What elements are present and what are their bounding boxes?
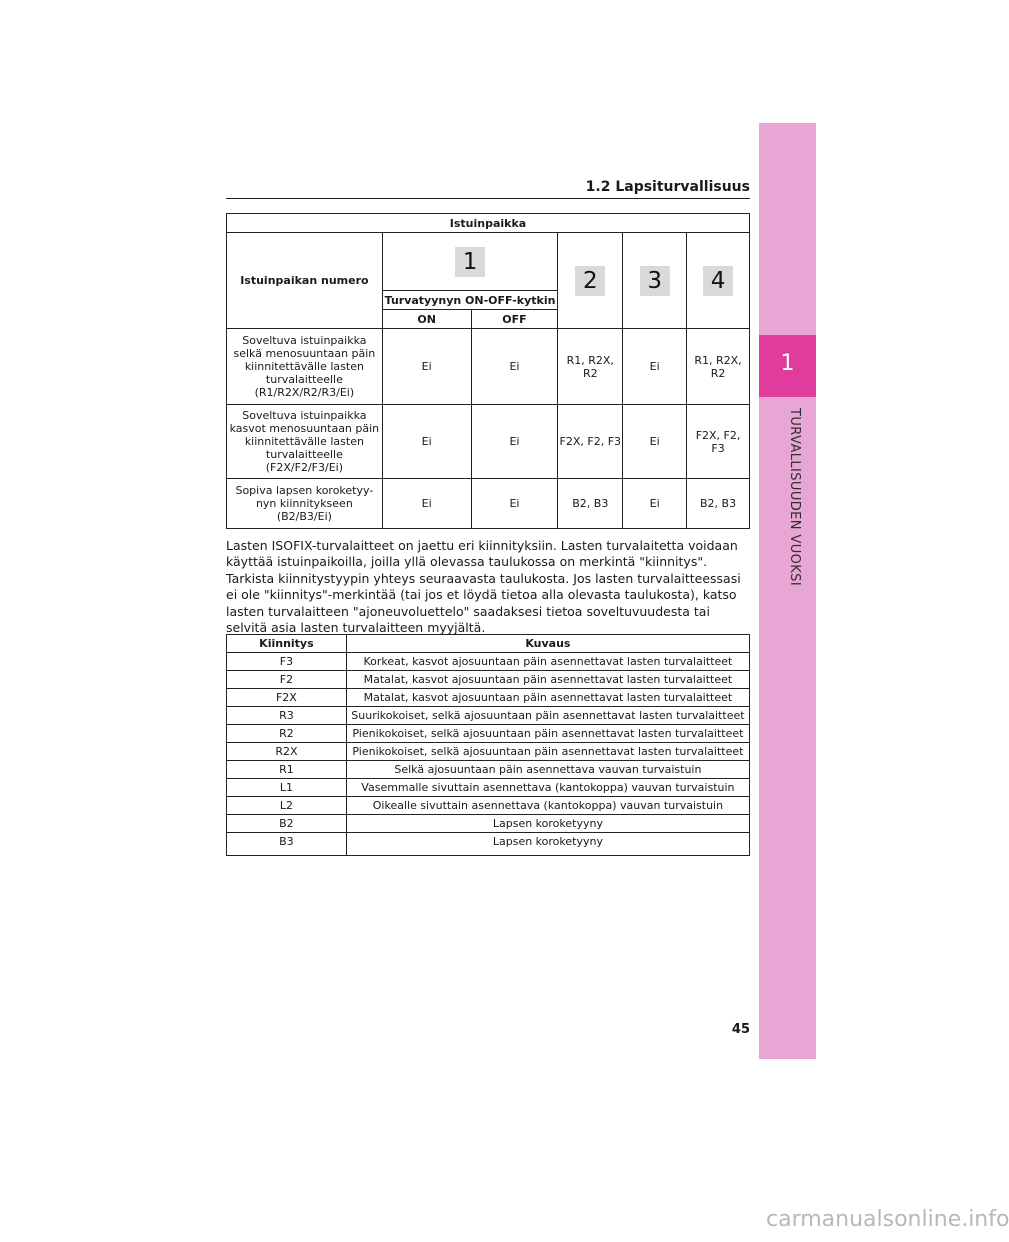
table-row xyxy=(227,405,750,479)
isofix-paragraph: Lasten ISOFIX-turvalaitteet on jaettu eri kiinnityksiin. Lasten turvalaitetta voidaan käyttää istuinpaikoilla, joilla yllä olevassa taulukossa on merkintä "kiinnitys". Tarkista kiinnitystyypin yhteys seuraavasta taulukosta. Jos lasten turvalaitteessasi ei ole "kiinnitys"-merkintää (tai jos et löydä tietoa alla olevasta taulukosta), katso lasten turvalaitteen "ajoneuvoluettelo" saadaksesi tietoa soveltuvuudesta tai selvitä asia lasten turvalaitteen myyjältä. xyxy=(226,538,741,636)
fixture-description: Lapsen koroketyyny xyxy=(346,815,749,833)
fixture-code: L1 xyxy=(227,779,347,797)
row-label: Sopiva lapsen koroketyy-nyn kiinnitykseen (B2/B3/Ei) xyxy=(227,479,383,529)
table-row xyxy=(227,833,750,856)
chapter-title: TURVALLISUUDEN VUOKSI xyxy=(787,408,802,587)
table-cell: Ei xyxy=(623,479,687,529)
fixture-code: B2 xyxy=(227,815,347,833)
fixture-code: R1 xyxy=(227,761,347,779)
table-cell: Ei xyxy=(382,329,471,405)
chapter-number: 1 xyxy=(780,351,795,376)
fixture-description: Suurikokoiset, selkä ajosuuntaan päin asennettavat lasten turvalaitteet xyxy=(346,707,749,725)
table-row xyxy=(227,329,750,405)
fixture-header: Kiinnitys xyxy=(227,635,347,653)
fixture-code: L2 xyxy=(227,797,347,815)
fixture-code: F2 xyxy=(227,671,347,689)
table-cell: Ei xyxy=(382,479,471,529)
fixture-description: Oikealle sivuttain asennettava (kantokoppa) vauvan turvaistuin xyxy=(346,797,749,815)
fixture-code: R2 xyxy=(227,725,347,743)
seat-number-1: 1 xyxy=(462,248,478,275)
table-row xyxy=(227,815,750,833)
seat-number-2: 2 xyxy=(582,267,598,294)
seat-number-4-icon xyxy=(703,266,733,296)
page-number: 45 xyxy=(731,1022,750,1037)
table-cell: Ei xyxy=(623,405,687,479)
row-label: Soveltuva istuinpaikka kasvot menosuuntaan päin kiinnitettävälle lasten turvalaitteelle (F2X/F2/F3/Ei) xyxy=(227,405,383,479)
table-cell: R1, R2X, R2 xyxy=(558,329,623,405)
fixture-description: Pienikokoiset, selkä ajosuuntaan päin asennettavat lasten turvalaitteet xyxy=(346,725,749,743)
table-cell: R1, R2X, R2 xyxy=(687,329,750,405)
seat-number-4: 4 xyxy=(710,267,726,294)
seat-number-3: 3 xyxy=(647,267,662,294)
table-row xyxy=(227,707,750,725)
fixture-description: Selkä ajosuuntaan päin asennettava vauvan turvaistuin xyxy=(346,761,749,779)
table-cell: B2, B3 xyxy=(558,479,623,529)
fixture-code: F3 xyxy=(227,653,347,671)
fixture-code: R2X xyxy=(227,743,347,761)
row-label: Soveltuva istuinpaikka selkä menosuuntaan päin kiinnitettävälle lasten turvalaitteelle (R1/R2X/R2/R3/Ei) xyxy=(227,329,383,405)
table-cell: F2X, F2, F3 xyxy=(687,405,750,479)
table-row xyxy=(227,671,750,689)
chapter-sidebar xyxy=(759,123,816,1059)
table-row xyxy=(227,761,750,779)
fixture-code: F2X xyxy=(227,689,347,707)
seat-number-label: Istuinpaikan numero xyxy=(227,233,383,329)
fixture-code: R3 xyxy=(227,707,347,725)
watermark: carmanualsonline.info xyxy=(766,1207,1009,1232)
fixture-description: Vasemmalle sivuttain asennettava (kantokoppa) vauvan turvaistuin xyxy=(346,779,749,797)
fixture-description: Matalat, kasvot ajosuuntaan päin asennettavat lasten turvalaitteet xyxy=(346,689,749,707)
table-row xyxy=(227,479,750,529)
table-cell: Ei xyxy=(471,329,558,405)
seat-table-title: Istuinpaikka xyxy=(227,214,750,233)
table-row xyxy=(227,689,750,707)
fixture-code: B3 xyxy=(227,833,347,856)
airbag-switch-label: Turvatyynyn ON-OFF-kytkin xyxy=(382,291,558,310)
table-cell: Ei xyxy=(471,405,558,479)
table-cell: Ei xyxy=(623,329,687,405)
chapter-tab[interactable] xyxy=(759,335,816,397)
seat-number-1-icon xyxy=(455,247,485,277)
table-row xyxy=(227,725,750,743)
table-cell: B2, B3 xyxy=(687,479,750,529)
table-row xyxy=(227,653,750,671)
table-row xyxy=(227,779,750,797)
table-row xyxy=(227,743,750,761)
description-header: Kuvaus xyxy=(346,635,749,653)
fixture-description: Pienikokoiset, selkä ajosuuntaan päin asennettavat lasten turvalaitteet xyxy=(346,743,749,761)
seat-number-2-icon xyxy=(575,266,605,296)
fixture-description: Korkeat, kasvot ajosuuntaan päin asennettavat lasten turvalaitteet xyxy=(346,653,749,671)
airbag-on-label: ON xyxy=(382,310,471,329)
table-cell: Ei xyxy=(382,405,471,479)
airbag-off-label: OFF xyxy=(471,310,558,329)
section-header: 1.2 Lapsiturvallisuus xyxy=(585,179,750,195)
table-cell: F2X, F2, F3 xyxy=(558,405,623,479)
seat-number-3-icon xyxy=(640,266,670,296)
table-row xyxy=(227,797,750,815)
fixture-description: Lapsen koroketyyny xyxy=(346,833,749,856)
table-cell: Ei xyxy=(471,479,558,529)
header-rule xyxy=(226,198,750,199)
fixture-description: Matalat, kasvot ajosuuntaan päin asennettavat lasten turvalaitteet xyxy=(346,671,749,689)
fixture-table xyxy=(226,634,750,856)
seat-position-table xyxy=(226,213,750,529)
